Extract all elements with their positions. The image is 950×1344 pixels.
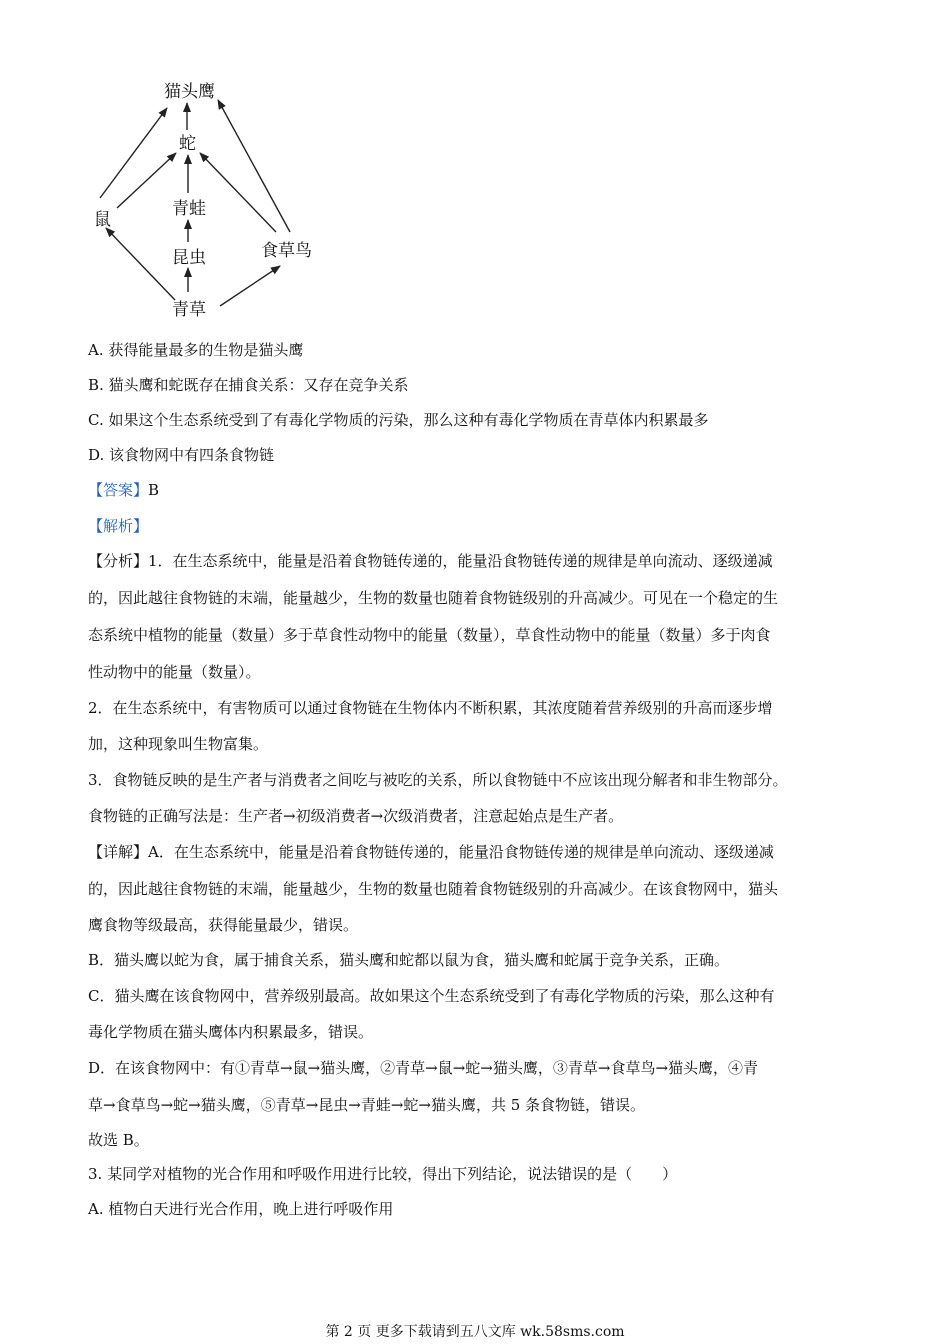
page-footer: 第 2 页 更多下载请到五八文库 wk.58sms.com: [325, 1324, 625, 1340]
node-bird: 食草鸟: [261, 241, 312, 261]
node-insect: 昆虫: [172, 248, 206, 268]
fenxi-tag: 【分析】: [88, 552, 149, 570]
option-b: B. 猫头鹰和蛇既存在捕食关系：又存在竞争关系: [88, 376, 409, 394]
arrow-bird-to-snake: [200, 153, 276, 232]
analysis-p1-line1: [88, 551, 773, 571]
option-d: D. 该食物网中有四条食物链: [88, 446, 275, 464]
analysis-p3-line2: 食物链的正确写法是：生产者→初级消费者→次级消费者，注意起始点是生产者。: [88, 807, 624, 825]
answer-tag: 【答案】: [88, 481, 149, 499]
detail-c-line1: C．猫头鹰在该食物网中，营养级别最高。故如果这个生态系统受到了有毒化学物质的污染，那么这种有: [88, 987, 775, 1005]
food-web-diagram: [80, 70, 330, 325]
detail-a-text: A．在生态系统中，能量是沿着食物链传递的，能量沿食物链传递的规律是单向流动、逐级递减: [148, 843, 774, 861]
detail-a-line2: 的，因此越往食物链的末端，能量越少，生物的数量也随着食物链级别的升高减少。在该食物网中，猫头: [88, 880, 779, 898]
analysis-p2-line1: 2．在生态系统中，有害物质可以通过食物链在生物体内不断积累，其浓度随着营养级别的升高而逐步增: [88, 699, 773, 717]
question3-stem: 3. 某同学对植物的光合作用和呼吸作用进行比较，得出下列结论，说法错误的是（ ）: [88, 1165, 678, 1183]
analysis-p1-line3: 态系统中植物的能量（数量）多于草食性动物中的能量（数量），草食性动物中的能量（数量）多于肉食: [88, 626, 771, 644]
node-mouse: 鼠: [94, 210, 111, 230]
arrow-mouse-to-snake: [117, 153, 176, 208]
food-web-svg: [80, 70, 330, 325]
analysis-p1-line4: 性动物中的能量（数量）。: [88, 663, 261, 681]
arrow-grass-to-bird: [220, 266, 280, 306]
detail-a-line1: [88, 842, 774, 862]
detail-b: B．猫头鹰以蛇为食，属于捕食关系，猫头鹰和蛇都以鼠为食，猫头鹰和蛇属于竞争关系，正确。: [88, 951, 730, 969]
analysis-p2-line2: 加，这种现象叫生物富集。: [88, 735, 269, 753]
arrow-bird-to-owl: [218, 100, 290, 232]
detail-c-line2: 毒化学物质在猫头鹰体内积累最多，错误。: [88, 1023, 374, 1041]
answer-line: [88, 480, 159, 500]
detail-d-line1: D．在该食物网中：有①青草→鼠→猫头鹰，②青草→鼠→蛇→猫头鹰，③青草→食草鸟→猫头鹰，④青: [88, 1059, 759, 1077]
option-a: A. 获得能量最多的生物是猫头鹰: [88, 341, 304, 359]
node-owl: 猫头鹰: [164, 82, 215, 102]
detail-d-line2: 草→食草鸟→蛇→猫头鹰，⑤青草→昆虫→青蛙→蛇→猫头鹰，共 5 条食物链，错误。: [88, 1096, 646, 1114]
arrow-mouse-to-owl: [100, 108, 167, 198]
analysis-p1-line2: 的，因此越往食物链的末端，能量越少，生物的数量也随着食物链级别的升高减少。可见在一个稳定的生: [88, 589, 779, 607]
answer-value: B: [148, 481, 160, 499]
conclusion: 故选 B。: [88, 1131, 149, 1149]
question3-option-a: A. 植物白天进行光合作用，晚上进行呼吸作用: [88, 1200, 394, 1218]
node-snake: 蛇: [179, 134, 196, 154]
node-grass: 青草: [172, 300, 206, 320]
detail-tag: 【详解】: [88, 843, 149, 861]
node-frog: 青蛙: [172, 199, 206, 219]
option-c: C. 如果这个生态系统受到了有毒化学物质的污染，那么这种有毒化学物质在青草体内积累最多: [88, 411, 709, 429]
analysis-p3-line1: 3．食物链反映的是生产者与消费者之间吃与被吃的关系，所以食物链中不应该出现分解者和非生物部分。: [88, 771, 788, 789]
fenxi-text: 1．在生态系统中，能量是沿着食物链传递的，能量沿食物链传递的规律是单向流动、逐级递减: [148, 552, 773, 570]
detail-a-line3: 鹰食物等级最高，获得能量最少，错误。: [88, 916, 359, 934]
analysis-tag: 【解析】: [88, 517, 149, 535]
arrow-grass-to-mouse: [106, 228, 175, 300]
